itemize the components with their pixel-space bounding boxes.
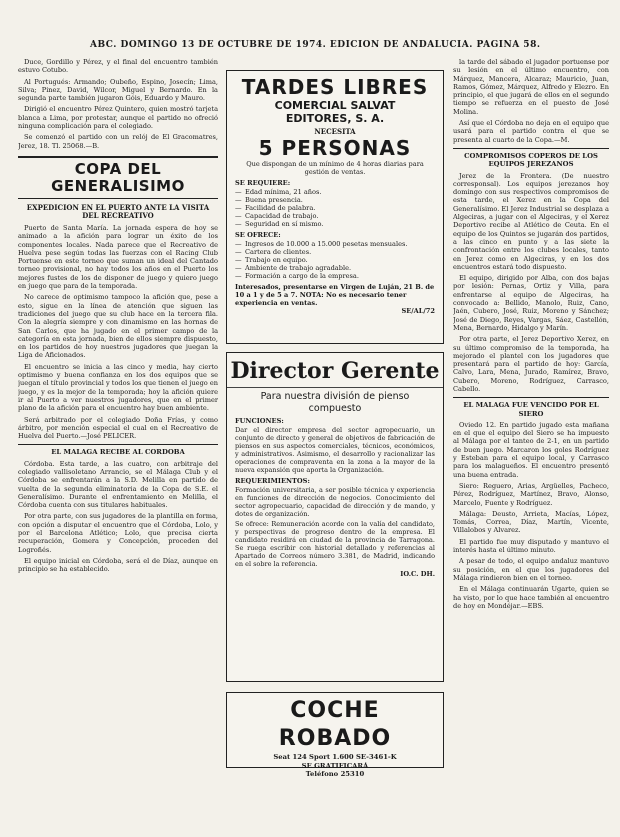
list-item: — Ambiente de trabajo agradable. (235, 264, 435, 272)
ad-requirements-label: SE REQUIERE: (235, 179, 291, 187)
article-text: Al Portugués: Armando; Oubeño, Espino, Josecín; Lima, Silva; Pinez, David, Wilcor, Miguel y Bernardo. En la segunda parte también jugaron Góis, Eduardo y Mauro. (18, 77, 218, 103)
classified-ad-coche-robado (226, 692, 444, 778)
page-header: ABC. DOMINGO 13 DE OCTUBRE DE 1974. EDICION DE ANDALUCIA. PAGINA 58. (90, 40, 541, 50)
ad-description: Que dispongan de un mínimo de 4 horas diarias para gestión de ventas. (246, 160, 424, 176)
ad-requirements-list (235, 188, 435, 228)
ad-car-details: Seat 124 Sport 1.600 SE-3461-K (273, 753, 397, 761)
ad-subtitle: Para nuestra división de pienso compuesto (260, 391, 410, 414)
ad-company: EDITORES, S. A. (285, 112, 385, 125)
article-text: El equipo inicial en Córdoba, será el de Díaz, aunque en principio se ha establecido. (18, 556, 218, 574)
article-text: Dirigió el encuentro Pérez Quintero, quien mostró tarjeta blanca a Lima, por protestar, aunque el partido no ofreció ninguna complicación para el colegiado. (18, 105, 218, 131)
list-item: — Facilidad de palabra. (235, 204, 435, 212)
article-headline: EL MALAGA FUE VENCIDO POR EL SIERO (453, 397, 609, 418)
section-headline: COPA DEL GENERALISIMO (18, 156, 218, 199)
article-text: Así que el Córdoba no deja en el equipo que usará para el partido contra el que se presenta al cuarto de la Copa.—M. (453, 119, 609, 144)
article-text: Será arbitrado por el colegiado Doña Frías, y como árbitro, por mención especial el cual en el Recreativo de Huelva del Puerto.—José PELICER. (18, 415, 218, 441)
ad-requirements-label: REQUERIMIENTOS: (235, 477, 310, 485)
article-text: Oviedo 12. En partido jugado esta mañana en el que el equipo del Siero se ha impuesto al Málaga por el tanteo de 2-1, en un partido de buen juego. Marcaron los goles Rodríguez y Esteban para el equipo local, y Carrasco para los malagueños. El encuentro presentó una buena entrada. (453, 420, 609, 479)
list-item: — Buena presencia. (235, 196, 435, 204)
article-text: Jerez de la Frontera. (De nuestro corresponsal). Los equipos jerezanos hoy domingo con sus respectivos compromisos de esta tarde, el Xerez en la Copa del Generalísimo. El Jerez Industrial se desplaza a Algeciras, a jugar con el Algeciras, y el Xerez Deportivo recibe al Atlético de Ceuta. En el equipo de los Quintos se jugarán dos partidos, a las cinco en punto y a las siete la confrontación entre los clubes locales, tanto en Jerez como en Algeciras, y en los dos encuentros estará todo dispuesto. (453, 171, 609, 271)
article-text: El encuentro se inicia a las cinco y media, hay cierto optimismo y buena confianza en los dos equipos que se juegan el título provincial y todos los que tienen el juego en juego, y es la mejor de la temporada; hoy la afición quiere ir al Puerto a ver nuestros jugadores, que en el primer plano de la afición para el encuentro hay buen ambiente. (18, 362, 218, 413)
left-column (18, 58, 218, 818)
list-item: — Trabajo en equipo. (235, 256, 435, 264)
article-text: Málaga: Deusto, Arrieta, Macías, López, Tomás, Correa, Díaz, Martín, Vicente, Villalobos y Alvarez. (453, 509, 609, 535)
ad-text: Dar el director empresa del sector agropecuario, un conjunto de directo y general de objetivos de fabricación de piensos en sus aspectos comerciales, técnicos, económicos, y administrativos. Asimismo, el desarrollo y racionalizar las operaciones de compraventa en la zona a la mayor de la nueva expansión que aporta la Organización. (235, 426, 435, 474)
ad-title: TARDES LIBRES (241, 75, 429, 99)
list-item: — Seguridad en sí mismo. (235, 220, 435, 228)
ad-text: Se ofrece: Remuneración acorde con la valía del candidato, y perspectivas de progreso dentro de la empresa. El candidato residirá en ciudad de la provincia de Tarragona. Se ruega escribir con historial detallado y referencias al Apartado de Correos número 3.381, de Madrid, indicando en el sobre la referencia. (235, 520, 435, 568)
article-headline: COMPROMISOS COPEROS DE LOS EQUIPOS JEREZANOS (453, 148, 609, 169)
ad-reference: SE/AL/72 (401, 307, 435, 315)
ad-needs: NECESITA (314, 127, 356, 136)
article-headline: EL MALAGA RECIBE AL CORDOBA (18, 444, 218, 456)
article-text: El equipo, dirigido por Alba, con dos bajas por lesión: Pernas, Ortiz y Villa, para enfrentarse al equipo de Algeciras, ha convocado a: Bellido, Manolo, Ruiz, Cano, Jaén, Cubero, José, Ruiz, Moreno y Sánchez; José de Diego, Reyes, Vargas, Sáez, Castellón, Mena, Bernardo, Hidalgo y Marín. (453, 274, 609, 332)
right-column (453, 58, 609, 818)
article-text: A pesar de todo, el equipo andaluz mantuvo su posición, en el que los jugadores del Málaga rindieron bien en el torneo. (453, 557, 609, 582)
ad-title: Director Gerente (227, 357, 443, 388)
article-text: Se comenzó el partido con un relój de El Gracomatres, Jerez, 18. Tl. 25068.—B. (18, 133, 218, 150)
article-text: En el Málaga continuarán Ugarte, quien se ha visto, por lo que hace también al encuentro de hoy en Mondéjar.—EBS. (453, 585, 609, 610)
ad-phone: Teléfono 25310 (305, 770, 365, 778)
list-item: — Edad mínima, 21 años. (235, 188, 435, 196)
ad-title: COCHE ROBADO (278, 698, 392, 751)
list-item: — Cartera de clientes. (235, 248, 435, 256)
ad-offer-list (235, 240, 435, 280)
list-item: — Capacidad de trabajo. (235, 212, 435, 220)
ad-footer: Interesados, presentarse en Virgen de Luján, 21 B. de 10 a 1 y de 5 a 7. NOTA: No es necesario tener experiencia en ventas. (235, 283, 435, 307)
ad-functions-label: FUNCIONES: (235, 417, 284, 425)
ad-company: COMERCIAL SALVAT (274, 99, 396, 112)
classified-ad-tardes-libres (226, 70, 444, 344)
article-text: Siero: Reguero, Arias, Argüelles, Pacheco, Pérez, Rodríguez, Martínez, Bravo, Alonso, Marcelo, Fuente y Rodríguez. (453, 481, 609, 507)
article-headline: EXPEDICION EN EL PUERTO ANTE LA VISITA DEL RECREATIVO (26, 202, 210, 221)
ad-reward: SE GRATIFICARÁ (301, 761, 369, 770)
article-text: Por otra parte, con sus jugadores de la plantilla en forma, con opción a disputar el encuentro que el Córdoba, Lolo, y por el Barcelona Atlético; Lolo, que precisa cierta recuperación, Gomera y Concepción, proceden del Logroñés. (18, 512, 218, 554)
list-item: — Ingresos de 10.000 a 15.000 pesetas mensuales. (235, 240, 435, 248)
ad-reference: IO.C. DH. (400, 570, 435, 578)
ad-offer-label: SE OFRECE: (235, 231, 281, 239)
ad-count: 5 PERSONAS (258, 136, 412, 160)
article-text: Por otra parte, el Jerez Deportivo Xerez, en su último compromiso de la temporada, ha mejorado el plantel con los jugadores que presentará para el partido de hoy: García, Calvo, Lara, Mena, Jurado, Ramírez, Bravo, Cubero, Moreno, Rodríguez, Carrasco, Cabello. (453, 335, 609, 393)
list-item: — Formación a cargo de la empresa. (235, 272, 435, 280)
ad-text: Formación universitaria, a ser posible técnica y experiencia en funciones de dirección de negocios. Conocimiento del sector agropecuario, capacidad de dirección y de mando, y dotes de organización. (235, 486, 435, 518)
article-text: Puerto de Santa María. La jornada espera de hoy se animado a la afición para lograr un éxito de los componentes locales. Nada parece que el Recreativo de Huelva pese según todas las fuerzas con el Racing Club Portuense en este torneo que suman un ideal del Cantado torneo provisional, no hay todos los años en el Puerto los mejores fustes de los de disponer de juego y quiero juego en juego que para de la temporada. (18, 223, 218, 291)
article-text: No carece de optimismo tampoco la afición que, pese a esto, sigue en la línea de atención que siguen las tradiciones del juego que su club hace en la tercera fila. Con la alegría siempre y con dinamismo en las hornas de San Carlos, que ha jugado en el primer campo de la categoría en esta jornada, bien de ellos siempre dispuesto, en los partidos de hoy nuestros jugadores que juegan la Liga de Aficionados. (18, 293, 218, 360)
article-text: El partido fue muy disputado y mantuvo el interés hasta el último minuto. (453, 537, 609, 555)
article-text: Duce, Gordillo y Pérez, y el final del encuentro también estuvo Cotubo. (18, 58, 218, 75)
article-text: Córdoba. Esta tarde, a las cuatro, con arbitraje del colegiado vallisoletano Arrancio, se el Málaga Club y el Córdoba se enfrentarán a la S.D. Melilla en partido de vuelta de la segunda eliminatoria de la Copa de S.E. el Generalísimo. Durante el enfrentamiento en Melilla, el Córdoba cuenta con sus titulares habituales. (18, 459, 218, 510)
classified-ad-director-gerente (226, 352, 444, 682)
article-text: la tarde del sábado el jugador portuense por su lesión en el último encuentro, con Márquez, Mancera, Alcaraz; Mauricio, Juan, Ramos, Gómez, Márquez, Alfredo y Elezro. En principio, el que jugará de ellos en el segundo tiempo se refuerza en el puesto de José Molina. (453, 58, 609, 116)
